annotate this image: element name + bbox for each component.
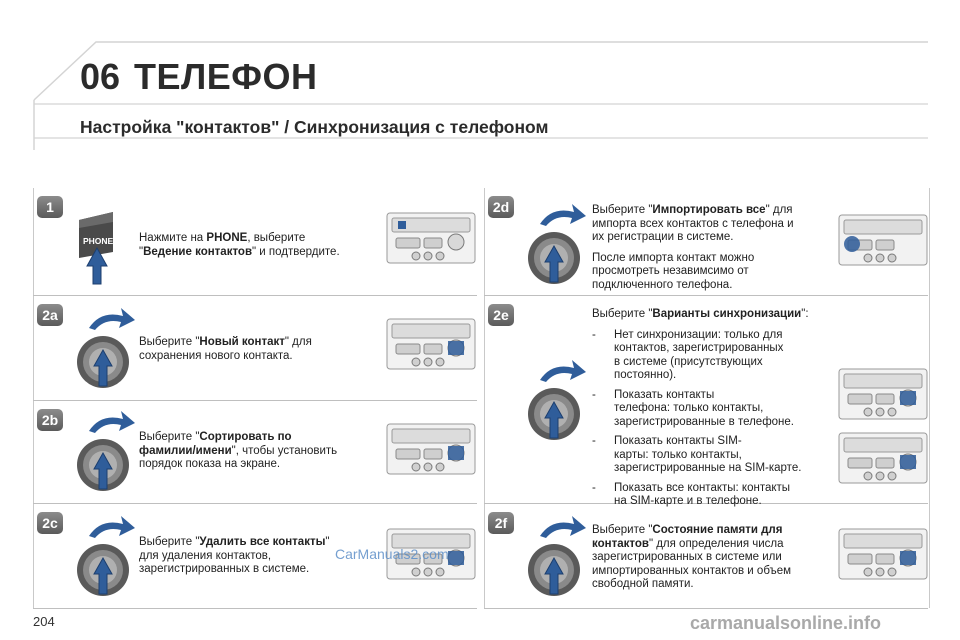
rotary-knob-illustration: [73, 306, 149, 396]
step-badge: 2c: [37, 512, 63, 534]
watermark: carmanualsonline.info: [690, 613, 882, 633]
radio-unit-illustration: [386, 212, 476, 264]
sync-option-3: - Показать контакты SIM- карты: только контакты, зарегистрированные на SIM-карте.: [592, 435, 802, 474]
rotary-knob-illustration: [524, 202, 600, 292]
step-2a: [33, 296, 477, 401]
step-2d: [484, 188, 928, 296]
step-badge: 2e: [488, 304, 514, 326]
rotary-knob-illustration: [524, 514, 600, 604]
sync-option-2: - Показать контакты телефона: только контакты, зарегистрированные в телефоне.: [592, 388, 795, 428]
radio-unit-illustration: [838, 214, 928, 266]
rotary-knob-illustration: [73, 409, 149, 499]
step-badge: 2b: [37, 409, 63, 431]
radio-unit-illustration: [386, 318, 476, 370]
page-number: 204: [33, 614, 55, 629]
step-2e-text: Выберите "Варианты синхронизации": - Нет синхронизации: только для контактов, зарегистрированных в системе (присутствующих постоянно). - Показать контакты телефона: только контакты, зарегистрированные в телефоне. - Показать контакты SIM- карты: только контакты, зарегистрированные на SIM-карте. - Показать все контакты: контакты на SIM-карте и в телефоне.: [592, 308, 809, 507]
radio-unit-illustration: [838, 368, 928, 420]
chapter-title: ТЕЛЕФОН: [134, 56, 318, 97]
left-column: [33, 188, 477, 608]
step-2f-text: Выберите "Состояние памяти для контактов" для определения числа зарегистрированных в системе или импортированных контактов и объем свободной памяти.: [592, 524, 792, 590]
step-badge: 2f: [488, 512, 514, 534]
section-title: Настройка "контактов" / Синхронизация с телефоном: [80, 117, 549, 137]
step-1-text: Нажмите на PHONE, выберите "Ведение контактов" и подтвердите.: [139, 232, 340, 258]
sync-option-1: - Нет синхронизации: только для контактов, зарегистрированных в системе (присутствующих постоянно).: [592, 328, 784, 381]
right-column: [484, 188, 928, 608]
step-2c-text: Выберите "Удалить все контакты" для удаления контактов, зарегистрированных в системе.: [139, 536, 330, 575]
step-1: [33, 188, 477, 296]
step-2f: [484, 504, 928, 609]
sync-option-4: - Показать все контакты: контакты на SIM-карте и в телефоне.: [592, 481, 791, 507]
rotary-knob-illustration: [73, 514, 149, 604]
chapter-number: 06: [80, 56, 121, 97]
step-badge: 1: [37, 196, 63, 218]
step-2d-text: Выберите "Импортировать все" для импорта всех контактов с телефона и их регистрации в системе. После импорта контакт можно просмотреть незавимсимо от подключенного телефона.: [592, 204, 794, 291]
step-2a-text: Выберите "Новый контакт" для сохранения нового контакта.: [139, 336, 312, 362]
step-badge: 2a: [37, 304, 63, 326]
radio-unit-illustration: [386, 423, 476, 475]
right-edge-border: [929, 188, 930, 608]
rotary-knob-illustration: [524, 358, 600, 448]
radio-unit-illustration: [838, 528, 928, 580]
step-2b: [33, 401, 477, 504]
step-2b-text: Выберите "Сортировать по фамилии/имени", чтобы установить порядок показа на экране.: [139, 431, 338, 470]
step-2e: [484, 296, 928, 507]
step-badge: 2d: [488, 196, 514, 218]
phone-button-label: PHONE: [83, 236, 114, 246]
watermark: CarManuals2.com: [335, 546, 449, 562]
radio-unit-illustration: [838, 432, 928, 484]
